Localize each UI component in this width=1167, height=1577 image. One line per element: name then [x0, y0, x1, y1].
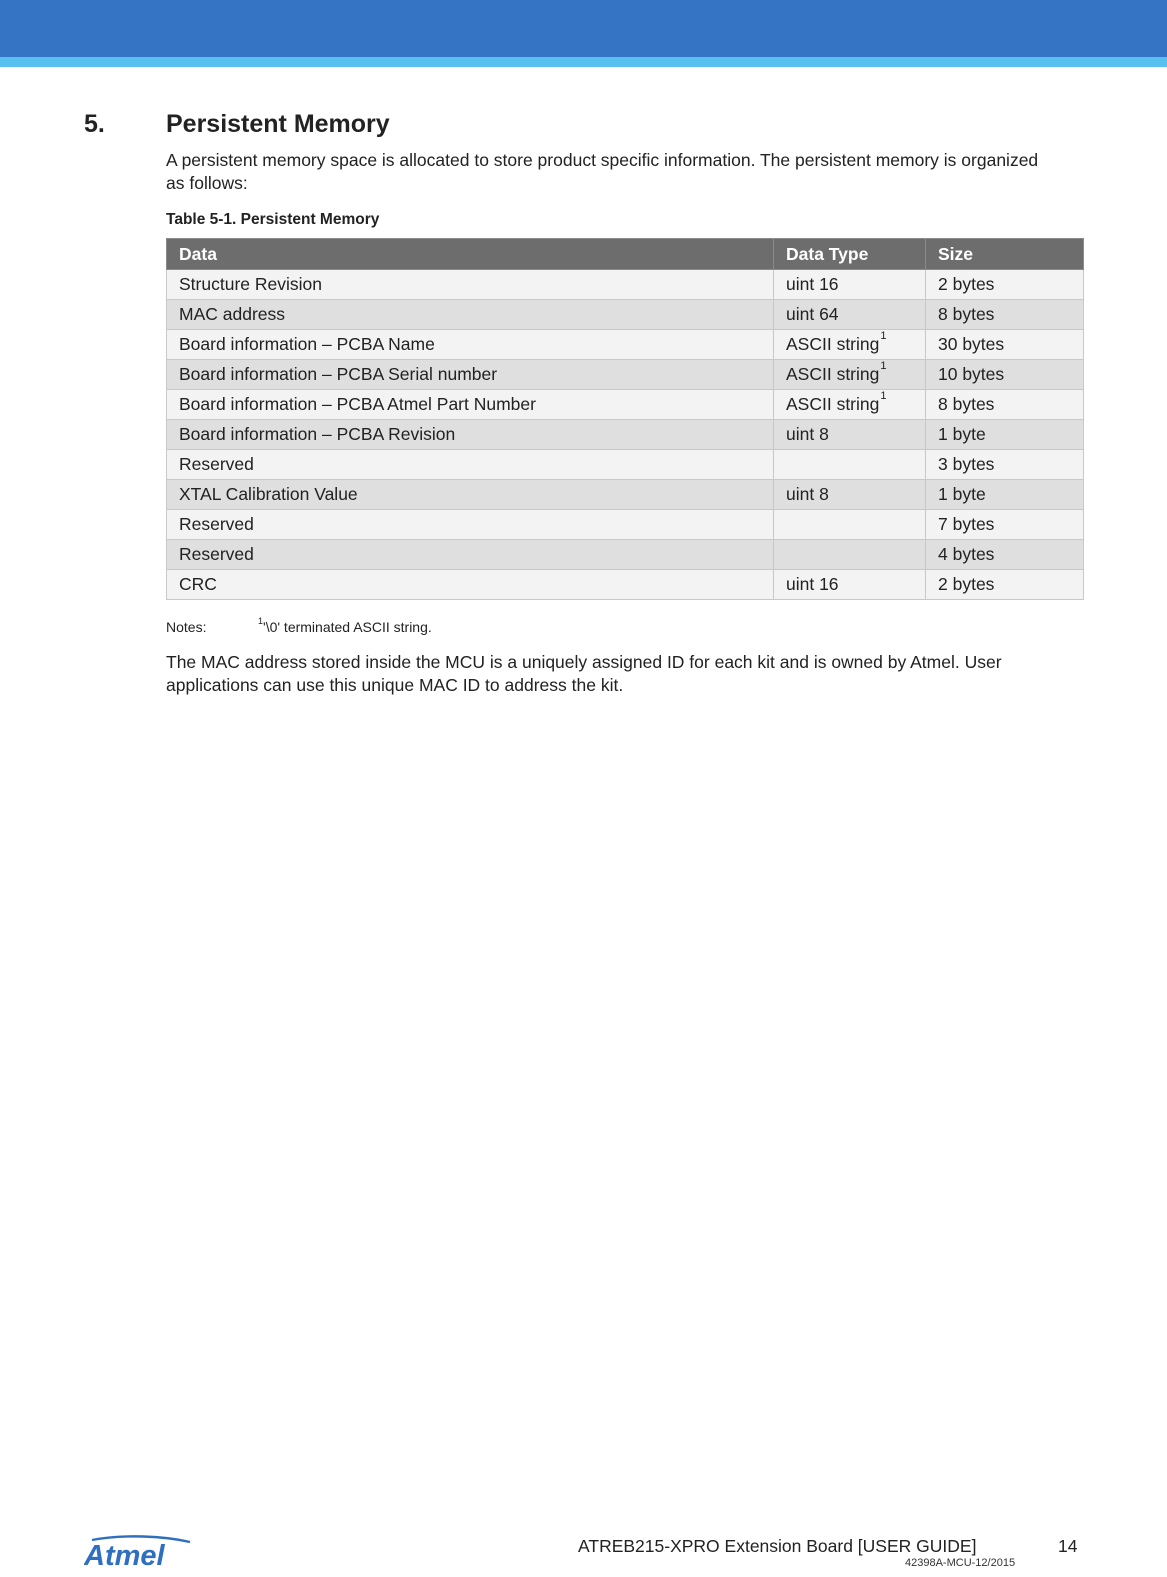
table-row	[167, 360, 1084, 390]
data-type-text: uint 64	[786, 304, 839, 324]
cell-data: Board information – PCBA Name	[167, 330, 774, 360]
cell-data-type	[774, 480, 926, 510]
footer-doc-title: ATREB215-XPRO Extension Board [USER GUIDE]	[578, 1536, 977, 1556]
cell-data: Structure Revision	[167, 270, 774, 300]
cell-data-type	[774, 360, 926, 390]
cell-size: 8 bytes	[926, 390, 1084, 420]
cell-size: 8 bytes	[926, 300, 1084, 330]
cell-size: 10 bytes	[926, 360, 1084, 390]
cell-data-type	[774, 510, 926, 540]
cell-size: 7 bytes	[926, 510, 1084, 540]
header-data-type: Data Type	[774, 239, 926, 270]
table-row	[167, 330, 1084, 360]
note-marker: 1	[258, 616, 264, 626]
footer-doc-code: 42398A-MCU-12/2015	[905, 1557, 1016, 1569]
intro-paragraph: A persistent memory space is allocated to store product specific information. The persistent memory is organized as follows:	[166, 150, 1039, 193]
persistent-memory-table	[166, 238, 1084, 600]
cell-data: Reserved	[167, 510, 774, 540]
section-number: 5.	[84, 110, 105, 138]
cell-data: Reserved	[167, 540, 774, 570]
data-type-text: uint 16	[786, 274, 839, 294]
table-row	[167, 510, 1084, 540]
data-type-text: uint 8	[786, 484, 829, 504]
data-type-text: uint 8	[786, 424, 829, 444]
cell-data: Board information – PCBA Serial number	[167, 360, 774, 390]
cell-size: 4 bytes	[926, 540, 1084, 570]
table-caption: Table 5-1. Persistent Memory	[166, 211, 380, 228]
cell-data-type	[774, 330, 926, 360]
cell-data-type	[774, 420, 926, 450]
section-title: Persistent Memory	[166, 110, 390, 138]
logo-wordmark: Atmel	[84, 1540, 165, 1568]
cell-size: 30 bytes	[926, 330, 1084, 360]
cell-data: Board information – PCBA Atmel Part Number	[167, 390, 774, 420]
cell-size: 2 bytes	[926, 570, 1084, 600]
header-size: Size	[926, 239, 1084, 270]
cell-size: 3 bytes	[926, 450, 1084, 480]
footnote-marker: 1	[880, 390, 887, 402]
header-stripe	[0, 57, 1167, 67]
table-row	[167, 390, 1084, 420]
data-type-text: ASCII string	[786, 394, 880, 414]
table-row	[167, 300, 1084, 330]
cell-data-type	[774, 570, 926, 600]
cell-data-type	[774, 450, 926, 480]
cell-size: 1 byte	[926, 480, 1084, 510]
cell-data: Reserved	[167, 450, 774, 480]
footnote-marker: 1	[880, 360, 887, 372]
table-row	[167, 420, 1084, 450]
table-row	[167, 540, 1084, 570]
mac-address-paragraph: The MAC address stored inside the MCU is a uniquely assigned ID for each kit and is owned by Atmel. User applications can use this unique MAC ID to address the kit.	[166, 652, 1002, 695]
data-type-text: ASCII string	[786, 334, 880, 354]
table-row	[167, 570, 1084, 600]
notes-text	[258, 616, 432, 635]
footer-page-number: 14	[1058, 1536, 1078, 1556]
table-header-row	[167, 239, 1084, 270]
cell-data-type	[774, 270, 926, 300]
table-body	[167, 270, 1084, 600]
table-row	[167, 270, 1084, 300]
cell-data: Board information – PCBA Revision	[167, 420, 774, 450]
atmel-logo	[84, 1534, 196, 1568]
header-bar	[0, 0, 1167, 57]
cell-data-type	[774, 390, 926, 420]
footnote-marker: 1	[880, 330, 887, 342]
table-row	[167, 450, 1084, 480]
data-type-text: uint 16	[786, 574, 839, 594]
cell-data: CRC	[167, 570, 774, 600]
cell-data: XTAL Calibration Value	[167, 480, 774, 510]
table-row	[167, 480, 1084, 510]
header-data: Data	[167, 239, 774, 270]
cell-size: 2 bytes	[926, 270, 1084, 300]
note-body: '\0' terminated ASCII string.	[263, 619, 432, 635]
data-type-text: ASCII string	[786, 364, 880, 384]
cell-data-type	[774, 300, 926, 330]
cell-size: 1 byte	[926, 420, 1084, 450]
cell-data: MAC address	[167, 300, 774, 330]
cell-data-type	[774, 540, 926, 570]
notes-label: Notes:	[166, 619, 207, 635]
